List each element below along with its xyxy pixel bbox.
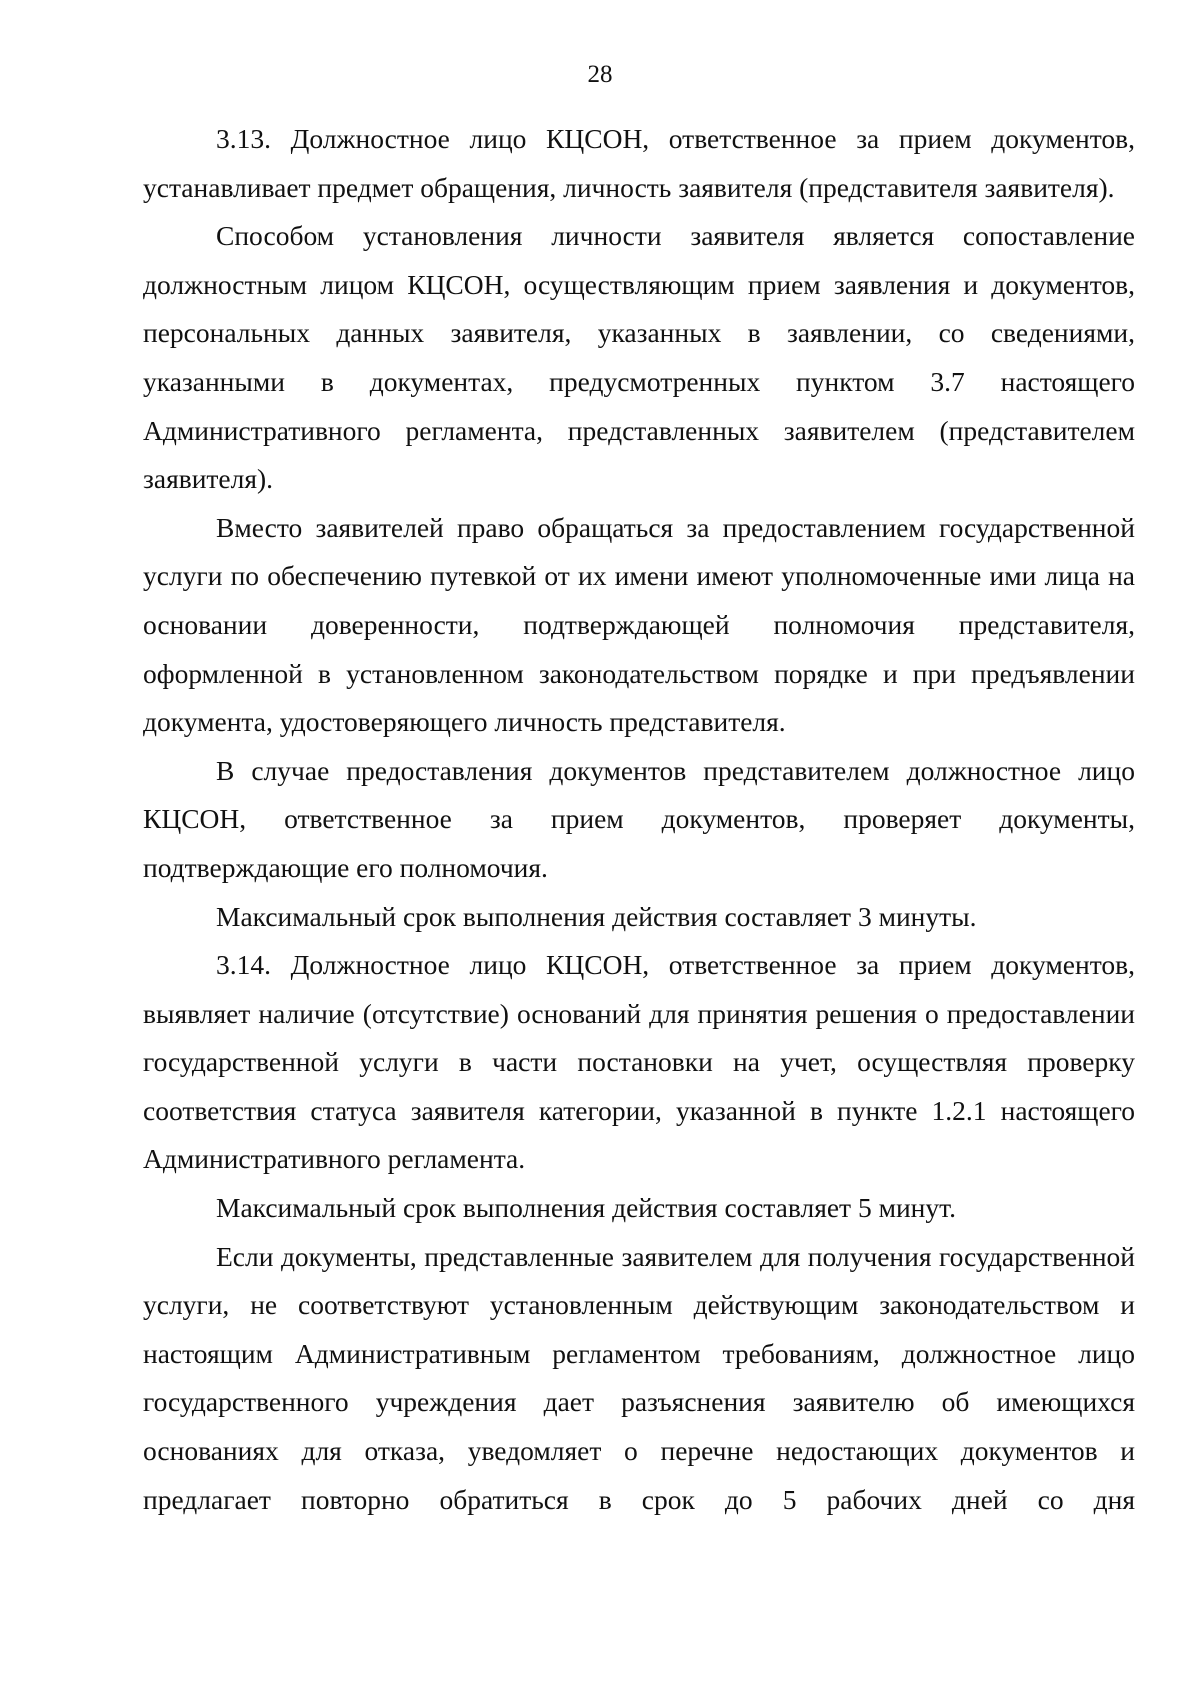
paragraph-time-limit-3-min: Максимальный срок выполнения действия составляет 3 минуты.: [216, 900, 977, 932]
paragraph-representative-check: В случае предоставления документов представителем должностное лицо КЦСОН, ответственное за прием документов, проверяет документы, подтверждающие его полномочия.: [143, 754, 1135, 883]
document-body: [143, 115, 1135, 1524]
paragraph-3-13: 3.13. Должностное лицо КЦСОН, ответственное за прием документов, устанавливает предмет обращения, личность заявителя (представителя заявителя).: [143, 123, 1135, 203]
paragraph-3-14: 3.14. Должностное лицо КЦСОН, ответственное за прием документов, выявляет наличие (отсутствие) оснований для принятия решения о предоставлении государственной услуги в части постановки на учет, осуществляя проверку соответствия статуса заявителя категории, указанной в пункте 1.2.1 настоящего Административного регламента.: [143, 949, 1135, 1175]
page-number: 28: [587, 61, 613, 88]
paragraph-authorized-representatives: Вместо заявителей право обращаться за предоставлением государственной услуги по обеспечению путевкой от их имени имеют уполномоченные ими лица на основании доверенности, подтверждающей полномочия представителя, оформленной в установленном законодательством порядке и при предъявлении документа, удостоверяющего личность представителя.: [143, 511, 1135, 738]
paragraph-identification-method: Способом установления личности заявителя является сопоставление должностным лицом КЦСОН, осуществляющим прием заявления и документов, персональных данных заявителя, указанных в заявлении, со сведениями, указанными в документах, предусмотренных пунктом 3.7 настоящего Административного регламента, представленных заявителем (представителем заявителя).: [143, 220, 1135, 495]
paragraph-time-limit-5-min: Максимальный срок выполнения действия составляет 5 минут.: [216, 1192, 956, 1224]
paragraph-noncompliance: Если документы, представленные заявителем для получения государственной услуги, не соответствуют установленным действующим законодательством и настоящим Административным регламентом требованиям, должностное лицо государственного учреждения дает разъяснения заявителю об имеющихся основаниях для отказа, уведомляет о перечне недостающих документов и предлагает повторно обратиться в срок до 5 рабочих дней со дня: [143, 1240, 1135, 1515]
